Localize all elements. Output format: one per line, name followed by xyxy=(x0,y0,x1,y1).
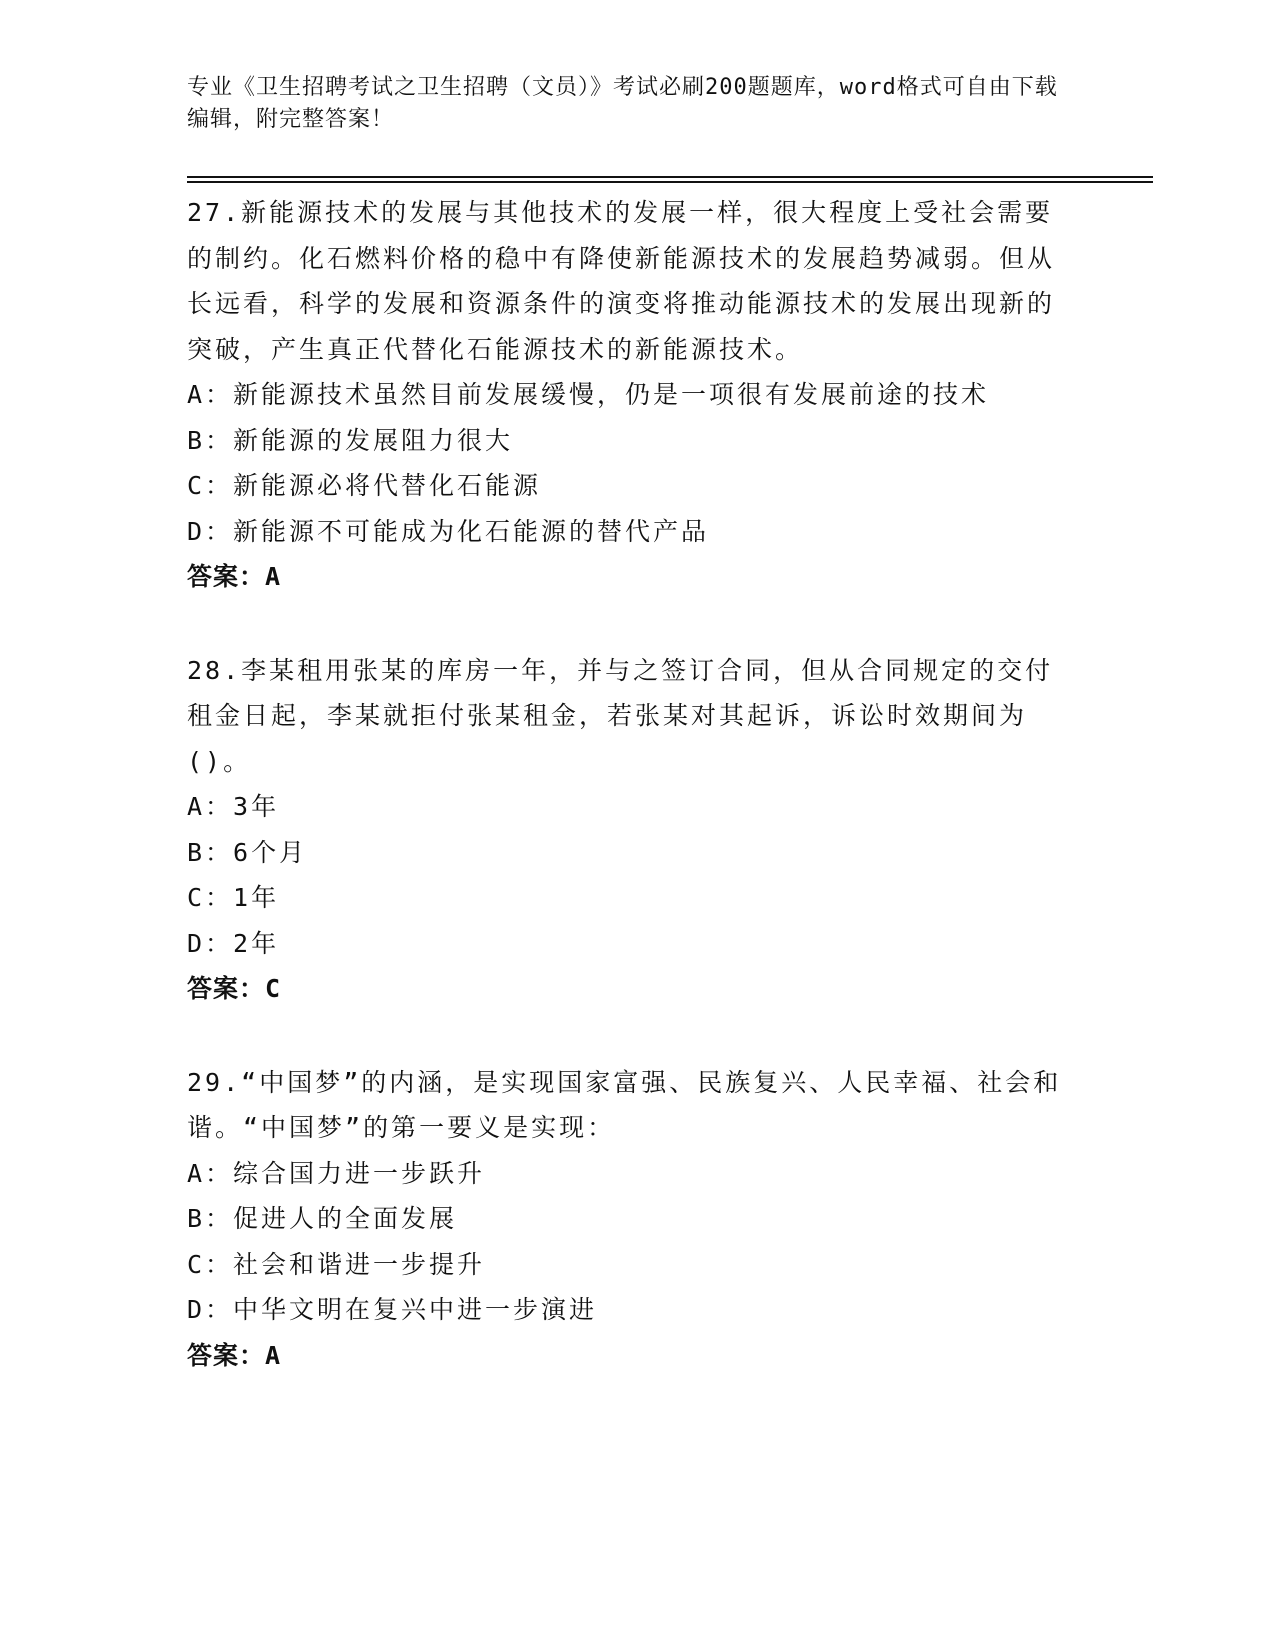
question-stem: 27.新能源技术的发展与其他技术的发展一样，很大程度上受社会需要的制约。化石燃料价格的稳中有降使新能源技术的发展趋势减弱。但从长远看，科学的发展和资源条件的演变将推动能源技术的发展出现新的突破，产生真正代替化石能源技术的新能源技术。 xyxy=(187,198,1056,364)
question-29 xyxy=(187,1060,1077,1379)
option-b: B：新能源的发展阻力很大 xyxy=(187,425,514,455)
question-28 xyxy=(187,648,1077,1012)
option-d: D：2年 xyxy=(187,928,280,958)
answer-line: 答案：A xyxy=(187,562,282,591)
question-list xyxy=(187,190,1077,1426)
option-b: B：6个月 xyxy=(187,837,308,867)
option-c: C：社会和谐进一步提升 xyxy=(187,1249,486,1279)
option-b: B：促进人的全面发展 xyxy=(187,1204,458,1233)
option-d: D：新能源不可能成为化石能源的替代产品 xyxy=(187,516,710,546)
answer-line: 答案：A xyxy=(187,1340,282,1370)
answer-line: 答案：C xyxy=(187,974,282,1003)
header-divider-top xyxy=(187,176,1153,178)
option-c: C：新能源必将代替化石能源 xyxy=(187,471,542,500)
option-a: A：综合国力进一步跃升 xyxy=(187,1158,486,1188)
question-27 xyxy=(187,190,1077,600)
question-stem: 29.“中国梦”的内涵，是实现国家富强、民族复兴、人民幸福、社会和谐。“中国梦”的第一要义是实现： xyxy=(187,1067,1062,1142)
question-stem: 28.李某租用张某的库房一年，并与之签订合同，但从合同规定的交付租金日起，李某就拒付张某租金，若张某对其起诉，诉讼时效期间为()。 xyxy=(187,655,1054,776)
document-header: 专业《卫生招聘考试之卫生招聘（文员）》考试必刷200题题库，word格式可自由下载编辑，附完整答案！ xyxy=(187,75,1058,132)
option-c: C：1年 xyxy=(187,883,280,912)
option-a: A：新能源技术虽然目前发展缓慢，仍是一项很有发展前途的技术 xyxy=(187,380,990,409)
option-d: D：中华文明在复兴中进一步演进 xyxy=(187,1295,598,1324)
option-a: A：3年 xyxy=(187,792,280,821)
header-divider-bottom xyxy=(187,181,1153,183)
